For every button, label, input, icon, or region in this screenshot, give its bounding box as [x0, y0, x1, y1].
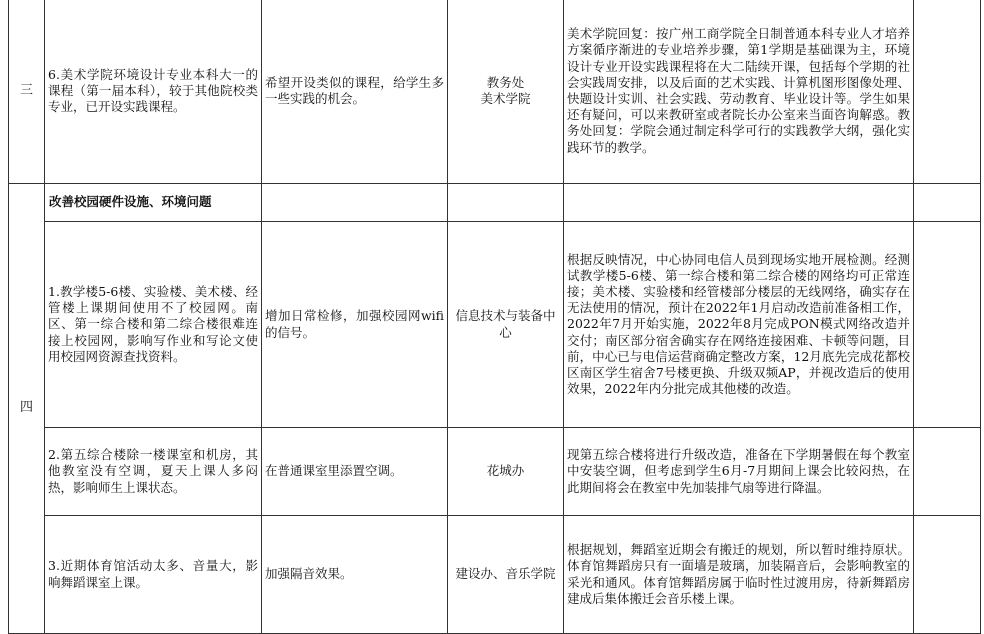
empty-cell: [564, 184, 914, 222]
table-row: [9, 428, 981, 516]
issue-cell: 1.教学楼5-6楼、实验楼、美术楼、经管楼上课期间使用不了校园网。南区、第一综合楼和第二综合楼很难连接上校园网，影响写作业和写论文使用校园网资源查找资料。: [45, 222, 262, 428]
issue-cell: 3.近期体育馆活动太多、音量大，影响舞蹈课室上课。: [45, 516, 262, 634]
department-cell: 花城办: [448, 428, 564, 516]
empty-cell: [914, 184, 981, 222]
table-row: [9, 516, 981, 634]
suggestion-cell: 增加日常检修，加强校园网wifi的信号。: [262, 222, 448, 428]
reply-cell: 美术学院回复：按广州工商学院全日制普通本科专业人才培养方案循序渐进的专业培养步骤，第1学期是基础课为主，环境设计专业开设实践课程将在大二陆续开课，包括每个学期的社会实践周安排，以及后面的艺术实践、计算机图形图像处理、快题设计实训、社会实践、劳动教育、毕业设计等。学生如果还有疑问，可以来教研室或者院长办公室来当面咨询解惑。教务处回复：学院会通过制定科学可行的实践教学大纲，强化实践环节的教学。: [564, 0, 914, 184]
section-heading: 改善校园硬件设施、环境问题: [45, 184, 262, 222]
remark-cell: [914, 516, 981, 634]
remark-cell: [914, 428, 981, 516]
issue-cell: 2.第五综合楼除一楼课室和机房，其他教室没有空调，夏天上课人多闷热，影响师生上课状态。: [45, 428, 262, 516]
table-row: [9, 222, 981, 428]
remark-cell: [914, 0, 981, 184]
suggestion-cell: 加强隔音效果。: [262, 516, 448, 634]
table-row: [9, 184, 981, 222]
reply-cell: 根据反映情况，中心协同电信人员到现场实地开展检测。经测试教学楼5-6楼、第一综合楼和第二综合楼的网络均可正常连接；美术楼、实验楼和经管楼部分楼层的无线网络，确实存在无法使用的情况，预计在2022年1月启动改造前准备相工作，2022年7月开始实施，2022年8月完成PON模式网络改造并交付；南区部分宿舍确实存在网络连接困难、卡顿等问题，目前，中心已与电信运营商确定整改方案，12月底先完成花都校区南区学生宿舍7号楼更换、升级双频AP，并视改造后的使用效果，2022年内分批完成其他楼的改造。: [564, 222, 914, 428]
feedback-table: [8, 0, 981, 634]
department-cell: [448, 0, 564, 184]
reply-cell: 现第五综合楼将进行升级改造，准备在下学期暑假在每个教室中安装空调，但考虑到学生6月-7月期间上课会比较闷热，在此期间将会在教室中先加装排气扇等进行降温。: [564, 428, 914, 516]
issue-cell: 6.美术学院环境设计专业本科大一的课程（第一届本科），较于其他院校类专业，已开设实践课程。: [45, 0, 262, 184]
reply-cell: 根据规划，舞蹈室近期会有搬迁的规划，所以暂时维持原状。体育馆舞蹈房只有一面墙是玻璃，加装隔音后，会影响教室的采光和通风。体育馆舞蹈房属于临时性过渡用房，待新舞蹈房建成后集体搬迁会音乐楼上课。: [564, 516, 914, 634]
table-row: [9, 0, 981, 184]
section-number: 三: [9, 0, 45, 184]
department-cell: 信息技术与装备中心: [448, 222, 564, 428]
section-number: 四: [9, 184, 45, 634]
suggestion-cell: 在普通课室里添置空调。: [262, 428, 448, 516]
empty-cell: [262, 184, 448, 222]
remark-cell: [914, 222, 981, 428]
department-line: 教务处: [486, 74, 525, 90]
suggestion-cell: 希望开设类似的课程，给学生多一些实践的机会。: [262, 0, 448, 184]
department-line: 美术学院: [480, 91, 531, 106]
empty-cell: [448, 184, 564, 222]
department-cell: 建设办、音乐学院: [448, 516, 564, 634]
